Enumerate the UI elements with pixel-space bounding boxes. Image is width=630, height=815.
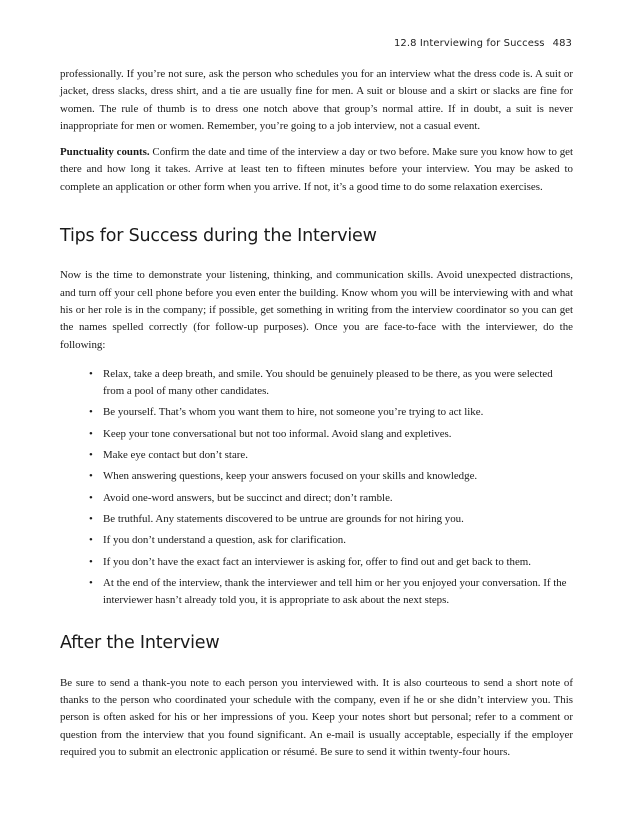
list-item: • When answering questions, keep your answers focused on your skills and knowledge.	[60, 468, 573, 485]
section-title: 12.8 Interviewing for Success	[393, 38, 545, 49]
punctuality-lead-in: Punctuality counts.	[60, 146, 150, 159]
tips-heading: Tips for Success during the Interview	[60, 226, 377, 247]
punctuality-paragraph	[60, 144, 573, 196]
list-item: • Be truthful. Any statements discovered to be untrue are grounds for not hiring you.	[60, 511, 573, 528]
page-body	[60, 66, 573, 761]
list-item: • Keep your tone conversational but not too informal. Avoid slang and expletives.	[60, 426, 573, 443]
list-item: • At the end of the interview, thank the interviewer and tell him or her you enjoyed your conversation. If the interviewer hasn’t already told you, it is appropriate to ask about the next steps.	[60, 575, 573, 610]
tips-list	[60, 366, 573, 610]
running-header	[394, 38, 572, 49]
after-heading: After the Interview	[60, 633, 220, 654]
intro-paragraph: professionally. If you’re not sure, ask the person who schedules you for an interview what the dress code is. A suit or jacket, dress slacks, dress shirt, and a tie are usually fine for men. A suit or blouse and a skirt or slacks are fine for women. The rule of thumb is to dress one notch above that group’s normal attire. If in doubt, a suit is never inappropriate for men or women. Remember, you’re going to a job interview, not a casual event.	[60, 68, 573, 132]
list-item: • If you don’t understand a question, ask for clarification.	[60, 532, 573, 549]
list-item: • Be yourself. That’s whom you want them to hire, not someone you’re trying to act like.	[60, 404, 573, 421]
punctuality-text: Confirm the date and time of the interview a day or two before. Make sure you know how to get there and how long it takes. Arrive at least ten to fifteen minutes before your interview. You may be asked to complete an application or other form when you arrive. If not, it’s a good time to do some relaxation exercises.	[60, 146, 573, 193]
list-item: • Avoid one-word answers, but be succinct and direct; don’t ramble.	[60, 490, 573, 507]
list-item: • If you don’t have the exact fact an interviewer is asking for, offer to find out and get back to them.	[60, 554, 573, 571]
page-number: 483	[552, 38, 572, 49]
tips-paragraph: Now is the time to demonstrate your listening, thinking, and communication skills. Avoid unexpected distractions, and turn off your cell phone before you even enter the building. Know whom you will be interviewing with and what his or her role is in the company; if possible, get something in writing from the interview coordinator so you can get the names spelled correctly (for follow-up purposes). Once you are face-to-face with the interviewer, do the following:	[60, 269, 573, 351]
list-item: • Make eye contact but don’t stare.	[60, 447, 573, 464]
list-item: • Relax, take a deep breath, and smile. You should be genuinely pleased to be there, as you were selected from a pool of many other candidates.	[60, 366, 573, 401]
after-paragraph: Be sure to send a thank-you note to each person you interviewed with. It is also courteous to send a short note of thanks to the person who coordinated your schedule with the company, even if he or she didn’t interview you. This person is often asked for his or her impressions of you. Keep your notes short but personal; refer to a comment or question from the interview that you found significant. An e-mail is usually acceptable, especially if the employer required you to submit an electronic application or résumé. Be sure to send it within twenty-four hours.	[60, 676, 573, 758]
